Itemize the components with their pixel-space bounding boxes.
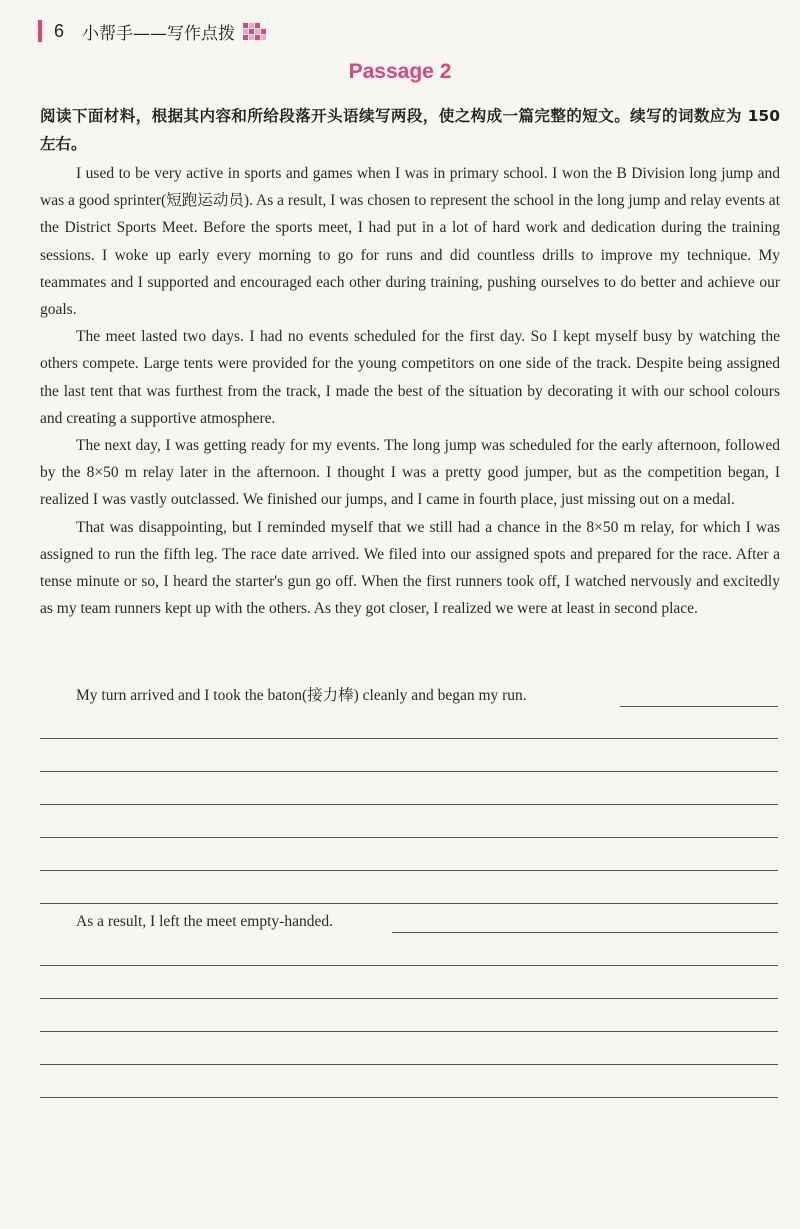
- writing-line[interactable]: [40, 1031, 778, 1032]
- page-header: [38, 18, 266, 44]
- header-accent-bar: [38, 20, 42, 42]
- passage-body: [40, 160, 780, 622]
- writing-line[interactable]: [40, 771, 778, 772]
- writing-line[interactable]: [40, 903, 778, 904]
- continuation-lead-1: My turn arrived and I took the baton(接力棒) cleanly and began my run.: [76, 687, 527, 704]
- paragraph-1: I used to be very active in sports and games when I was in primary school. I won the B Division long jump and was a good sprinter(短跑运动员). As a result, I was chosen to represent the school in the long jump and relay events at the District Sports Meet. Before the sports meet, I had put in a lot of hard work and dedication during the training sessions. I woke up early every morning to go for runs and did countless drills to improve my technique. My teammates and I supported and encouraged each other during training, pushing ourselves to do better and achieve our goals.: [40, 165, 780, 319]
- writing-line[interactable]: [40, 1097, 778, 1098]
- writing-line[interactable]: [40, 1064, 778, 1065]
- writing-line[interactable]: [620, 706, 778, 707]
- writing-line[interactable]: [40, 998, 778, 999]
- paragraph-3: The next day, I was getting ready for my events. The long jump was scheduled for the early afternoon, followed by the 8×50 m relay later in the afternoon. I thought I was a pretty good jumper, but as the competition began, I realized I was vastly outclassed. We finished our jumps, and I came in fourth place, just missing out on a medal.: [40, 437, 780, 509]
- pixel-decoration-icon: [243, 23, 266, 40]
- writing-line[interactable]: [40, 965, 778, 966]
- passage-title: Passage 2: [348, 60, 452, 83]
- writing-line[interactable]: [40, 870, 778, 871]
- page-number: 6: [54, 20, 65, 41]
- instruction-text: 阅读下面材料，根据其内容和所给段落开头语续写两段，使之构成一篇完整的短文。续写的词数应为 150 左右。: [40, 107, 780, 153]
- paragraph-4: That was disappointing, but I reminded myself that we still had a chance in the 8×50 m relay, for which I was assigned to run the fifth leg. The race date arrived. We filed into our assigned spots and prepared for the race. After a tense minute or so, I heard the starter's gun go off. When the first runners took off, I watched nervously and excitedly as my team runners kept up with the others. As they got closer, I realized we were at least in second place.: [40, 518, 780, 618]
- paragraph-2: The meet lasted two days. I had no events scheduled for the first day. So I kept myself busy by watching the others compete. Large tents were provided for the young competitors on one side of the track. Despite being assigned the last tent that was furthest from the track, I made the best of the situation by decorating it with our school colours and creating a supportive atmosphere.: [40, 328, 780, 427]
- writing-line[interactable]: [40, 837, 778, 838]
- writing-line[interactable]: [40, 738, 778, 739]
- writing-line[interactable]: [392, 932, 778, 933]
- writing-line[interactable]: [40, 804, 778, 805]
- continuation-lead-2: As a result, I left the meet empty-handed.: [76, 913, 333, 930]
- book-title: 小帮手——写作点拨: [82, 23, 236, 44]
